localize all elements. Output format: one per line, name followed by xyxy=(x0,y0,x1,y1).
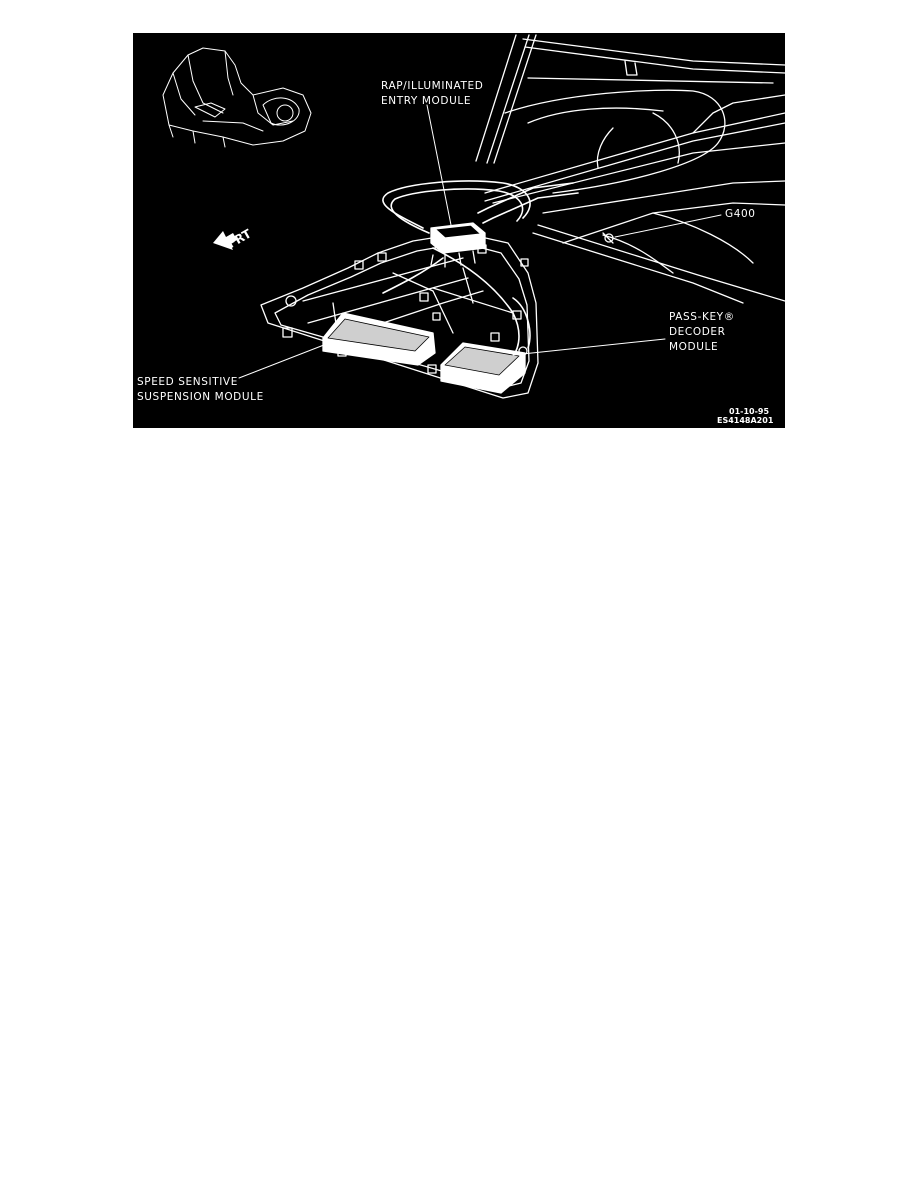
passkey-label-line2: DECODER xyxy=(669,326,726,338)
suspension-module xyxy=(323,313,435,365)
module-location-diagram xyxy=(133,33,785,428)
rap-module-label-line1: RAP/ILLUMINATED xyxy=(381,80,484,92)
suspension-label-line2: SUSPENSION MODULE xyxy=(137,391,264,403)
body-structure xyxy=(476,35,785,303)
passkey-label-line3: MODULE xyxy=(669,341,719,353)
suspension-label-line1: SPEED SENSITIVE xyxy=(137,376,238,388)
rap-module-label-line2: ENTRY MODULE xyxy=(381,95,472,107)
drawing-code: ES4148A201 xyxy=(717,416,774,425)
date-code: 01-10-95 xyxy=(729,407,770,416)
g400-label: G400 xyxy=(725,208,756,220)
front-direction-label: FRT xyxy=(225,226,254,252)
vehicle-inset xyxy=(163,48,311,147)
passkey-label-line1: PASS-KEY® xyxy=(669,311,735,323)
